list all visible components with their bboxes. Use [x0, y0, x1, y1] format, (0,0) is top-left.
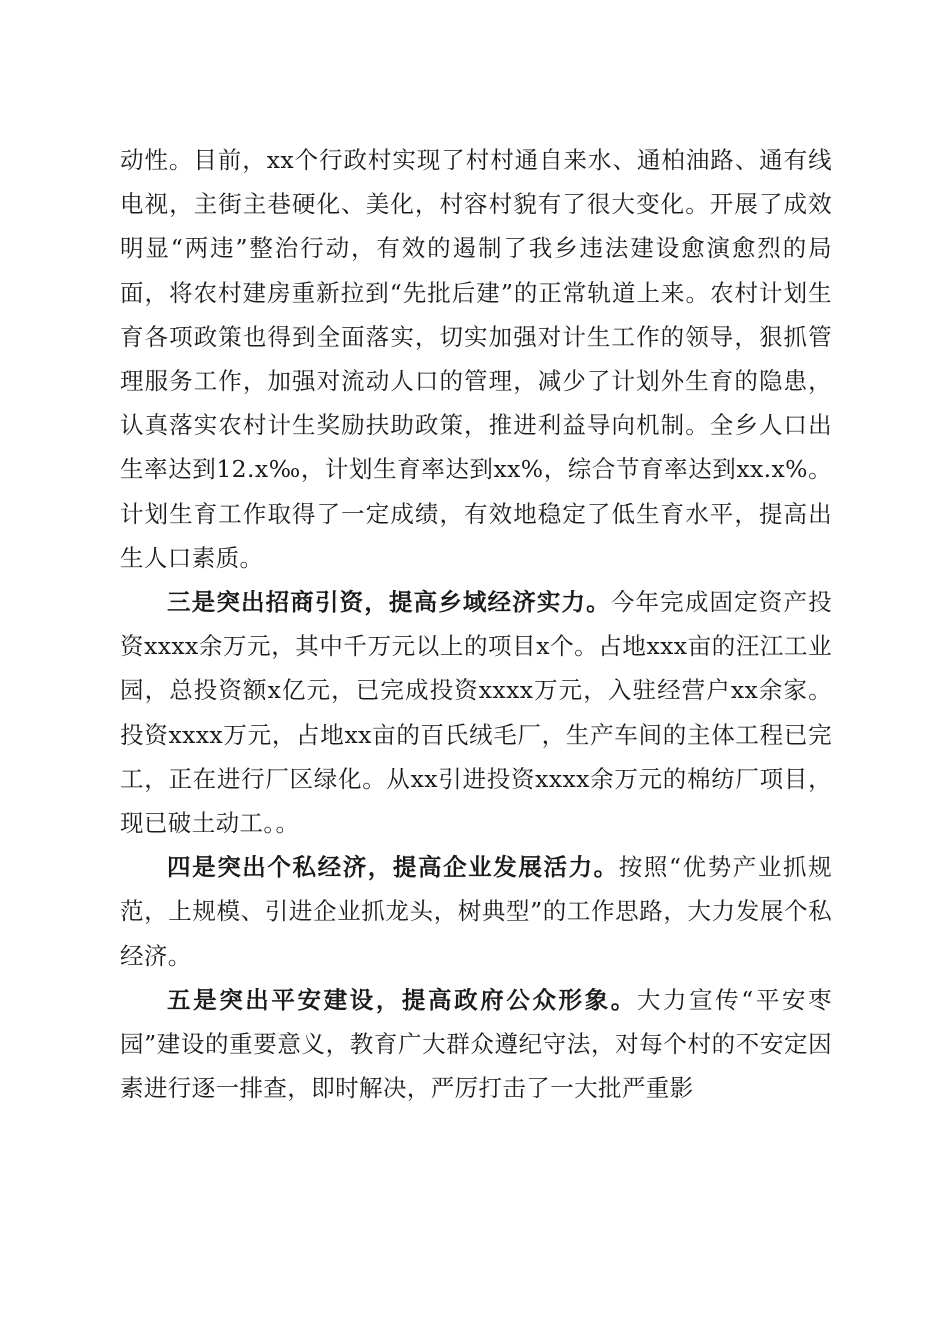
paragraph-continuation [120, 138, 832, 580]
paragraph-2-text: 今年完成固定资产投资xxxx余万元，其中千万元以上的项目x个。占地xxx亩的汪江工业园，总投资额x亿元，已完成投资xxxx万元，入驻经营户xx余家。投资xxxx万元，占地xx亩的百氏绒毛厂，生产车间的主体工程已完工，正在进行厂区绿化。从xx引进投资xxxx余万元的棉纺厂项目，现已破土动工。。 [120, 588, 833, 838]
paragraph-4-heading: 五是突出平安建设，提高政府公众形象。 [167, 985, 637, 1014]
paragraph-3-heading: 四是突出个私经济，提高企业发展活力。 [167, 853, 619, 882]
document-body [120, 138, 832, 1110]
paragraph-private-economy [120, 845, 832, 978]
paragraph-safety [120, 978, 832, 1111]
paragraph-3-text: 按照“优势产业抓规范，上规模、引进企业抓龙头，树典型”的工作思路，大力发展个私经济。 [120, 853, 832, 970]
paragraph-investment [120, 580, 832, 845]
paragraph-1-text: 动性。目前，xx个行政村实现了村村通自来水、通柏油路、通有线电视，主街主巷硬化、美化，村容村貌有了很大变化。开展了成效明显“两违”整治行动，有效的遏制了我乡违法建设愈演愈烈的局面，将农村建房重新拉到“先批后建”的正常轨道上来。农村计划生育各项政策也得到全面落实，切实加强对计生工作的领导，狠抓管理服务工作，加强对流动人口的管理，减少了计划外生育的隐患，认真落实农村计生奖励扶助政策，推进利益导向机制。全乡人口出生率达到12.x‰，计划生育率达到xx%，综合节育率达到xx.x%。计划生育工作取得了一定成绩，有效地稳定了低生育水平，提高出生人口素质。 [120, 146, 832, 572]
paragraph-4-text: 大力宣传“平安枣园”建设的重要意义，教育广大群众遵纪守法，对每个村的不安定因素进行逐一排查，即时解决，严厉打击了一大批严重影 [120, 985, 832, 1103]
paragraph-2-heading: 三是突出招商引资，提高乡域经济实力。 [167, 588, 611, 617]
